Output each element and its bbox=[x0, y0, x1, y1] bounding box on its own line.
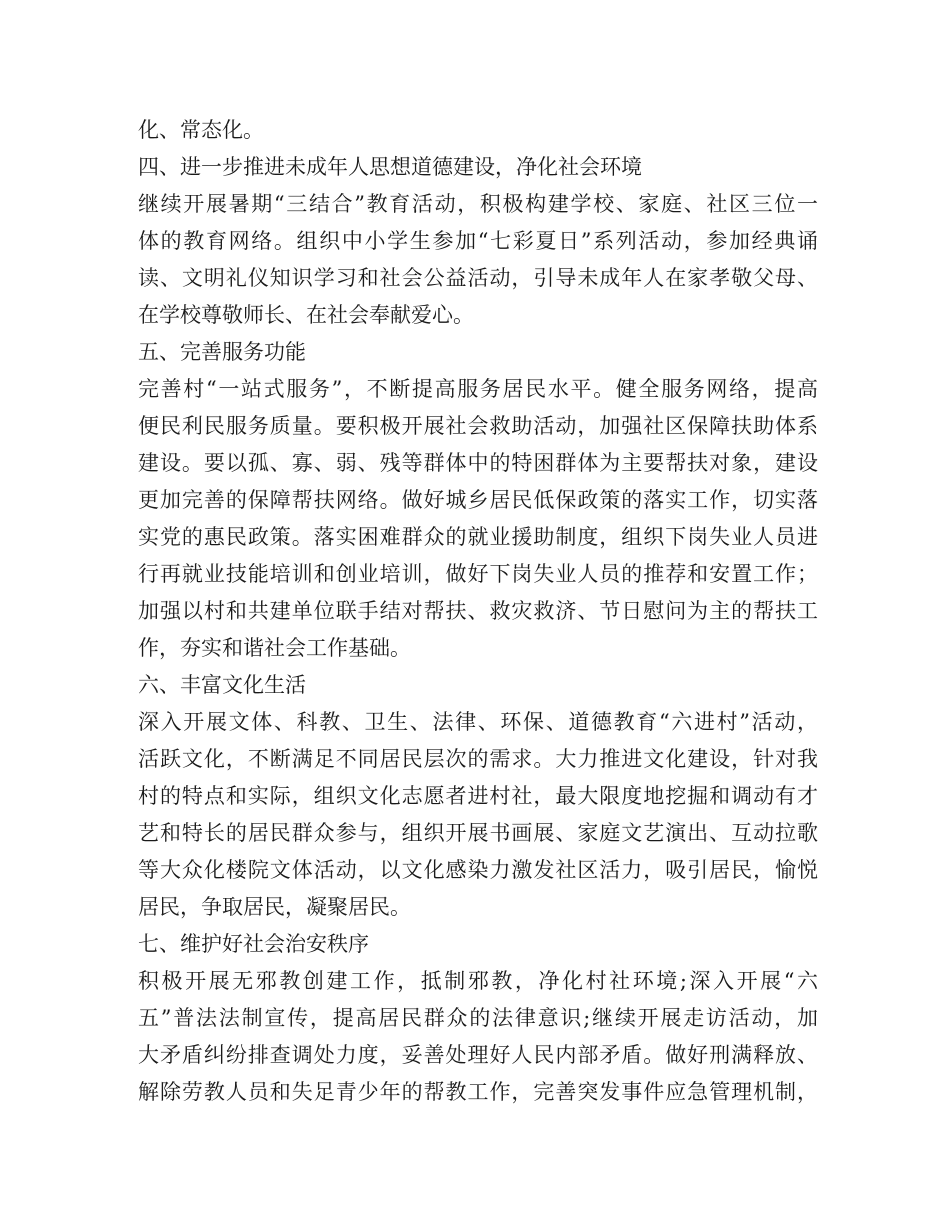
text-line: 七、维护好社会治安秩序 bbox=[138, 932, 369, 956]
text-line: 读、文明礼仪知识学习和社会公益活动，引导未成年人在家孝敬父母、 bbox=[138, 266, 818, 290]
text-line: 积极开展无邪教创建工作，抵制邪教，净化村社环境;深入开展“六 bbox=[138, 969, 818, 993]
text-line: 在学校尊敬师长、在社会奉献爱心。 bbox=[138, 303, 474, 327]
text-line: 更加完善的保障帮扶网络。做好城乡居民低保政策的落实工作，切实落 bbox=[138, 488, 818, 512]
text-line: 四、进一步推进未成年人思想道德建设，净化社会环境 bbox=[138, 155, 642, 179]
text-line: 艺和特长的居民群众参与，组织开展书画展、家庭文艺演出、互动拉歌 bbox=[138, 821, 818, 845]
text-line: 五、完善服务功能 bbox=[138, 340, 306, 364]
text-line: 深入开展文体、科教、卫生、法律、环保、道德教育“六进村”活动， bbox=[138, 710, 818, 734]
text-line: 等大众化楼院文体活动，以文化感染力激发社区活力，吸引居民，愉悦 bbox=[138, 858, 818, 882]
text-line: 加强以村和共建单位联手结对帮扶、救灾救济、节日慰问为主的帮扶工 bbox=[138, 599, 818, 623]
text-line: 五”普法法制宣传，提高居民群众的法律意识;继续开展走访活动，加 bbox=[138, 1006, 818, 1030]
text-line: 六、丰富文化生活 bbox=[138, 673, 306, 697]
text-line: 解除劳教人员和失足青少年的帮教工作，完善突发事件应急管理机制， bbox=[138, 1080, 818, 1104]
document-body bbox=[138, 112, 818, 1111]
text-line: 活跃文化，不断满足不同居民层次的需求。大力推进文化建设，针对我 bbox=[138, 747, 818, 771]
text-line: 作，夯实和谐社会工作基础。 bbox=[138, 636, 411, 660]
text-line: 体的教育网络。组织中小学生参加“七彩夏日”系列活动，参加经典诵 bbox=[138, 229, 818, 253]
text-line: 完善村“一站式服务”，不断提高服务居民水平。健全服务网络，提高 bbox=[138, 377, 818, 401]
text-line: 继续开展暑期“三结合”教育活动，积极构建学校、家庭、社区三位一 bbox=[138, 192, 818, 216]
text-line: 大矛盾纠纷排查调处力度，妥善处理好人民内部矛盾。做好刑满释放、 bbox=[138, 1043, 818, 1067]
text-line: 建设。要以孤、寡、弱、残等群体中的特困群体为主要帮扶对象，建设 bbox=[138, 451, 818, 475]
text-line: 行再就业技能培训和创业培训，做好下岗失业人员的推荐和安置工作； bbox=[138, 562, 818, 586]
text-line: 村的特点和实际，组织文化志愿者进村社，最大限度地挖掘和调动有才 bbox=[138, 784, 818, 808]
text-line: 便民利民服务质量。要积极开展社会救助活动，加强社区保障扶助体系 bbox=[138, 414, 818, 438]
text-line: 居民，争取居民，凝聚居民。 bbox=[138, 895, 411, 919]
text-line: 化、常态化。 bbox=[138, 118, 264, 142]
text-line: 实党的惠民政策。落实困难群众的就业援助制度，组织下岗失业人员进 bbox=[138, 525, 818, 549]
